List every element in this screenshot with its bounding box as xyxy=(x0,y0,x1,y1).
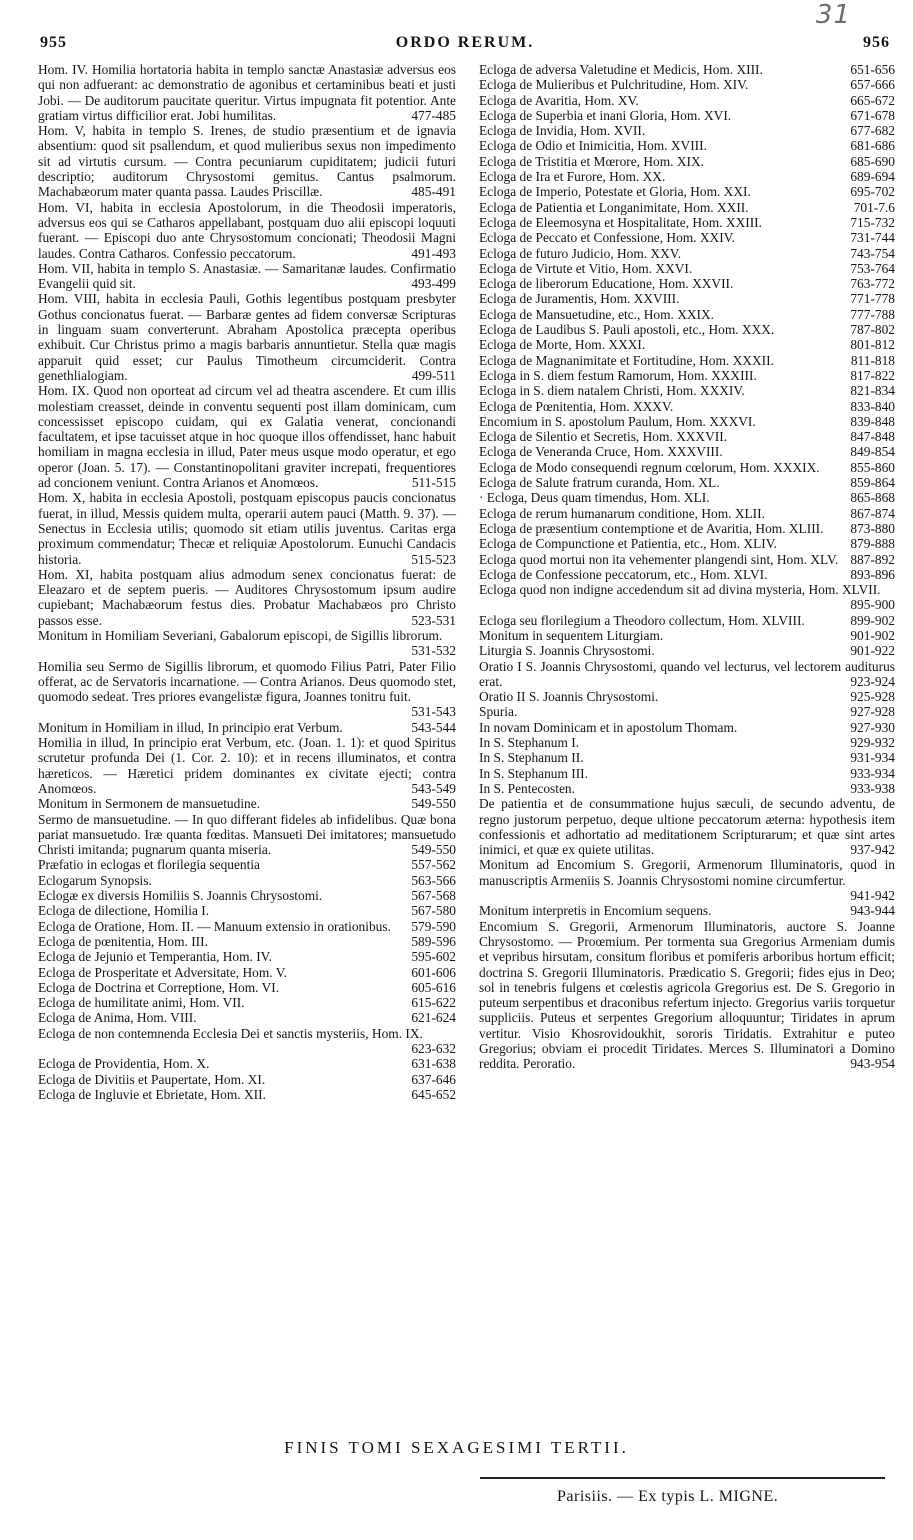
entry-pages: 563-566 xyxy=(411,872,456,888)
entry-pages: 689-694 xyxy=(850,169,895,185)
index-entry xyxy=(479,475,895,490)
entry-text: Sermo de mansuetudine. — In quo differant fideles ab infidelibus. Quæ bona pariat mansuetudo. Iræ quanta fœditas. Mansueti Dei imitatores; mansuetudo Christi imitanda; pugnarum quanta miseria. xyxy=(38,811,456,858)
index-entry xyxy=(479,322,895,337)
index-entry xyxy=(38,720,456,735)
entry-text: Ecloga de Mulieribus et Pulchritudine, Hom. XIV. xyxy=(479,77,749,93)
entry-pages: 549-550 xyxy=(411,842,456,858)
entry-pages: 923-924 xyxy=(850,673,895,689)
entry-pages: 511-515 xyxy=(411,475,456,491)
entry-text: Ecloga de Virtute et Vitio, Hom. XXVI. xyxy=(479,260,693,276)
entry-text: Oratio I S. Joannis Chrysostomi, quando vel lecturus, vel lectorem auditurus erat. xyxy=(479,658,895,689)
entry-text: Ecloga de Oratione, Hom. II. — Manuum extensio in orationibus. xyxy=(38,918,391,934)
entry-pages: 615-622 xyxy=(411,995,456,1011)
index-entry xyxy=(479,919,895,1072)
entry-pages: 621-624 xyxy=(411,1010,456,1026)
index-entry xyxy=(479,138,895,153)
entry-text: Ecloga de humilitate animi, Hom. VII. xyxy=(38,995,245,1011)
entry-text: Ecloga de pœnitentia, Hom. III. xyxy=(38,933,208,949)
index-entry xyxy=(479,857,895,903)
entry-pages: 855-860 xyxy=(850,459,895,475)
entry-text: Hom. IV. Homilia hortatoria habita in templo sanctæ Anastasiæ adversus eos qui non adfuerant: ac demonstratio de agonibus et certaminibus beati et justi Jobi. — De auditorum paucitate queritur. Virtus impugnata fit potentior. Ante gratiam virtus difficilior erat. Jobi humilitas. xyxy=(38,62,456,123)
entry-pages: 901-902 xyxy=(850,627,895,643)
entry-pages: 873-880 xyxy=(850,520,895,536)
entry-pages: 657-666 xyxy=(850,77,895,93)
index-entry xyxy=(479,77,895,92)
entry-text: Ecloga de præsentium contemptione et de Avaritia, Hom. XLIII. xyxy=(479,520,824,536)
index-entry xyxy=(38,261,456,292)
index-entry xyxy=(38,1010,456,1025)
right-column xyxy=(479,62,895,1072)
index-entry xyxy=(479,307,895,322)
index-entry xyxy=(479,368,895,383)
index-entry xyxy=(38,735,456,796)
index-entry xyxy=(479,567,895,582)
entry-pages: 543-549 xyxy=(411,780,456,796)
index-entry xyxy=(38,383,456,490)
entry-text: Ecloga de Anima, Hom. VIII. xyxy=(38,1010,197,1026)
index-entry xyxy=(479,154,895,169)
entry-text: Ecloga de Morte, Hom. XXXI. xyxy=(479,337,646,353)
entry-pages: 879-888 xyxy=(850,536,895,552)
entry-text: Ecloga de Avaritia, Hom. XV. xyxy=(479,92,639,108)
entry-pages: 777-788 xyxy=(850,306,895,322)
entry-text: Ecloga in S. diem festum Ramorum, Hom. XXXIII. xyxy=(479,367,757,383)
entry-text: Ecloga de rerum humanarum conditione, Hom. XLII. xyxy=(479,505,765,521)
entry-pages: 847-848 xyxy=(850,429,895,445)
finis-line: FINIS TOMI SEXAGESIMI TERTII. xyxy=(284,1438,629,1457)
entry-pages: 589-596 xyxy=(411,933,456,949)
entry-text: Ecloga de Juramentis, Hom. XXVIII. xyxy=(479,291,680,307)
entry-pages: 895-900 xyxy=(850,597,895,613)
entry-pages: 681-686 xyxy=(850,138,895,154)
entry-pages: 631-638 xyxy=(411,1056,456,1072)
index-entry xyxy=(38,796,456,811)
entry-pages: 477-485 xyxy=(411,107,456,123)
entry-text: Præfatio in eclogas et florilegia sequentia xyxy=(38,857,260,873)
entry-pages: 677-682 xyxy=(850,123,895,139)
entry-text: In S. Stephanum I. xyxy=(479,735,580,751)
entry-text: Monitum in Sermonem de mansuetudine. xyxy=(38,796,261,812)
entry-pages: 817-822 xyxy=(850,367,895,383)
entry-pages: 637-646 xyxy=(411,1071,456,1087)
index-entry xyxy=(38,873,456,888)
index-entry xyxy=(479,123,895,138)
entry-text: Hom. X, habita in ecclesia Apostoli, postquam episcopus paucis concionatus fuerat, in illud, Messis quidem multa, operarii autem pauci (Matth. 9. 37). — Senectus in Ecclesia utilis; quomodo sit etiam utilis juventus. Caritas erga proximum commendatur; Thecæ et reliquiæ Apostolorum. Eunuchi Candacis historia. xyxy=(38,490,456,567)
entry-pages: 743-754 xyxy=(850,245,895,261)
entry-text: Monitum interpretis in Encomium sequens. xyxy=(479,903,712,919)
entry-text: Ecloga de Peccato et Confessione, Hom. XXIV. xyxy=(479,230,735,246)
index-entry xyxy=(479,414,895,429)
index-entry xyxy=(479,582,895,613)
entry-pages: 645-652 xyxy=(411,1086,456,1102)
index-entry xyxy=(38,490,456,566)
index-entry xyxy=(38,628,456,659)
index-entry xyxy=(479,184,895,199)
entry-text: Encomium S. Gregorii, Armenorum Illuminatoris, auctore S. Joanne Chrysostomo. — Proœmium. Per tormenta sua Gregorius Armeniam dumis et vepribus hirsutam, consitum floribus et pomiferis arboribus hortum efficit; doctrina S. Gregorii Illuminatoris. Prædicatio S. Gregorii; fides ejus in Deo; sol in tenebris fulgens et cœlestis agricola Gregorius est. De S. Gregorio in puteum serpentibus et draconibus refertum injecto. Gregorius variis torquetur suppliciis. Puteus et serpentes Gregorium alloquuntur; Tiridates in aprum vertitur. Visio Khosrovidoukhit, sororis Tiridatis. Extrahitur e puteo Gregorius; obviam ei procedit Tiridates. Merces S. Illuminatori a Domino reddita. Peroratio. xyxy=(479,918,895,1072)
entry-text: Ecloga de non contemnenda Ecclesia Dei et sanctis mysteriis, Hom. IX. xyxy=(38,1025,423,1041)
entry-text: Oratio II S. Joannis Chrysostomi. xyxy=(479,689,659,705)
entry-pages: 763-772 xyxy=(850,276,895,292)
entry-text: Ecloga de Modo consequendi regnum cœlorum, Hom. XXXIX. xyxy=(479,459,820,475)
entry-pages: 943-954 xyxy=(850,1056,895,1072)
entry-pages: 865-868 xyxy=(850,490,895,506)
entry-pages: 485-491 xyxy=(411,184,456,200)
index-entry xyxy=(479,337,895,352)
index-entry xyxy=(479,552,895,567)
index-entry xyxy=(38,291,456,383)
entry-text: Ecloga de Divitiis et Paupertate, Hom. XI. xyxy=(38,1071,266,1087)
entry-pages: 937-942 xyxy=(850,842,895,858)
index-entry xyxy=(479,781,895,796)
entry-text: Ecloga de Tristitia et Mœrore, Hom. XIX. xyxy=(479,153,705,169)
entry-pages: 753-764 xyxy=(850,260,895,276)
index-entry xyxy=(38,1056,456,1071)
index-entry xyxy=(479,261,895,276)
entry-text: Monitum in Homiliam Severiani, Gabalorum episcopi, de Sigillis librorum. xyxy=(38,627,443,643)
index-entry xyxy=(479,536,895,551)
entry-text: Ecloga de liberorum Educatione, Hom. XXVII. xyxy=(479,276,734,292)
entry-pages: 849-854 xyxy=(850,444,895,460)
entry-text: De patientia et de consummatione hujus sæculi, de secundo adventu, de regno justorum perpetuo, deque ultione peccatorum æterna: hypothesis item confessionis et adhortatio ad meditationem Scripturarum; et quæ sint artes inimici, et quæ ex quiete utilitas. xyxy=(479,796,895,858)
index-entry xyxy=(479,750,895,765)
entry-pages: 933-938 xyxy=(850,780,895,796)
entry-text: Ecloga de Invidia, Hom. XVII. xyxy=(479,123,646,139)
entry-text: Ecloga de Ingluvie et Ebrietate, Hom. XII. xyxy=(38,1086,266,1102)
entry-pages: 927-930 xyxy=(850,719,895,735)
index-entry xyxy=(479,460,895,475)
entry-pages: 859-864 xyxy=(850,475,895,491)
entry-text: Ecloga de futuro Judicio, Hom. XXV. xyxy=(479,245,682,261)
entry-pages: 801-812 xyxy=(850,337,895,353)
index-entry xyxy=(38,888,456,903)
index-entry xyxy=(479,246,895,261)
entry-pages: 595-602 xyxy=(411,949,456,965)
entry-text: Hom. XI, habita postquam alius admodum senex concionatus fuerat: de Eleazaro et de septem pueris. — Auditores Chrysostomum ipsum audire cupiebant; Machabæorum festus dies. Probatur Machabæos pro Christo passos esse. xyxy=(38,566,456,628)
entry-text: Hom. VIII, habita in ecclesia Pauli, Gothis legentibus postquam presbyter Gothus concionatus fuerat. — Barbaræ gentes ad fidem conversæ Scripturas in linguam suam converterunt. Abraham Apostolica præcepta operibus exhibuit. Cur Christus primo a magis barbaris annuntietur. Stella quæ magis apparuit quid esset; cur Paulus Timotheum circumciderit. Contra genethlialogiam. xyxy=(38,291,456,383)
entry-text: Ecloga de Jejunio et Temperantia, Hom. IV. xyxy=(38,949,272,965)
index-entry xyxy=(479,903,895,918)
entry-pages: 941-942 xyxy=(850,888,895,904)
index-entry xyxy=(479,689,895,704)
entry-pages: 887-892 xyxy=(850,551,895,567)
entry-pages: 605-616 xyxy=(411,979,456,995)
entry-pages: 867-874 xyxy=(850,505,895,521)
running-title: ORDO RERUM. xyxy=(395,34,535,51)
index-entry xyxy=(479,613,895,628)
right-page-number: 956 xyxy=(863,34,890,51)
entry-pages: 579-590 xyxy=(411,918,456,934)
entry-pages: 839-848 xyxy=(850,413,895,429)
entry-pages: 943-944 xyxy=(850,903,895,919)
index-entry xyxy=(38,949,456,964)
printer-imprint: Parisiis. — Ex typis L. MIGNE. xyxy=(557,1488,779,1505)
index-entry xyxy=(479,704,895,719)
entry-pages: 531-532 xyxy=(411,643,456,659)
entry-pages: 811-818 xyxy=(850,352,895,368)
entry-text: Ecloga seu florilegium a Theodoro collectum, Hom. XLVIII. xyxy=(479,612,805,628)
entry-text: Ecloga de Silentio et Secretis, Hom. XXXVII. xyxy=(479,429,728,445)
index-entry xyxy=(38,934,456,949)
entry-text: Ecloga de Prosperitate et Adversitate, Hom. V. xyxy=(38,964,288,980)
entry-text: Ecloga quod non indigne accedendum sit ad divina mysteria, Hom. XLVII. xyxy=(479,582,881,598)
index-entry xyxy=(38,659,456,720)
entry-text: In novam Dominicam et in apostolum Thomam. xyxy=(479,719,738,735)
entry-text: Hom. VI, habita in ecclesia Apostolorum, in die Theodosii imperatoris, adversus eos qui se Catharos appellabant, postquam duo alii episcopi loquuti fuerant. — Episcopi duo ante Chrysostomum concionati; Theodosii Magni laudes. Contra Catharos. Confessio peccatorum. xyxy=(38,199,456,261)
entry-pages: 567-568 xyxy=(411,888,456,904)
entry-pages: 493-499 xyxy=(411,276,456,292)
entry-pages: 901-922 xyxy=(850,643,895,659)
index-entry xyxy=(38,62,456,123)
index-entry xyxy=(479,383,895,398)
index-entry xyxy=(479,200,895,215)
entry-text: Monitum in sequentem Liturgiam. xyxy=(479,627,664,643)
entry-pages: 925-928 xyxy=(850,689,895,705)
entry-text: · Ecloga, Deus quam timendus, Hom. XLI. xyxy=(479,490,710,506)
index-entry xyxy=(479,444,895,459)
entry-pages: 933-934 xyxy=(850,765,895,781)
index-entry xyxy=(38,200,456,261)
index-entry xyxy=(479,108,895,123)
entry-text: Ecloga de Confessione peccatorum, etc., Hom. XLVI. xyxy=(479,566,768,582)
entry-text: Ecloga de Patientia et Longanimitate, Hom. XXII. xyxy=(479,199,749,215)
index-entry xyxy=(479,766,895,781)
index-entry xyxy=(479,169,895,184)
entry-pages: 771-778 xyxy=(850,291,895,307)
entry-pages: 701-7.6 xyxy=(853,199,895,215)
index-entry xyxy=(479,353,895,368)
index-entry xyxy=(38,903,456,918)
entry-text: In S. Stephanum III. xyxy=(479,765,588,781)
entry-pages: 515-523 xyxy=(411,551,456,567)
entry-pages: 731-744 xyxy=(850,230,895,246)
index-entry xyxy=(479,735,895,750)
index-entry xyxy=(38,857,456,872)
entry-text: Ecloga de Mansuetudine, etc., Hom. XXIX. xyxy=(479,306,715,322)
entry-pages: 543-544 xyxy=(411,719,456,735)
entry-text: Ecloga in S. diem natalem Christi, Hom. XXXIV. xyxy=(479,383,745,399)
entry-pages: 491-493 xyxy=(411,245,456,261)
entry-pages: 833-840 xyxy=(850,398,895,414)
index-entry xyxy=(479,521,895,536)
entry-text: Monitum in Homiliam in illud, In principio erat Verbum. xyxy=(38,719,343,735)
entry-text: Ecloga de Compunctione et Patientia, etc., Hom. XLIV. xyxy=(479,536,777,552)
entry-pages: 715-732 xyxy=(850,214,895,230)
entry-pages: 695-702 xyxy=(850,184,895,200)
entry-pages: 685-690 xyxy=(850,153,895,169)
entry-text: Ecloga de Pœnitentia, Hom. XXXV. xyxy=(479,398,674,414)
entry-pages: 623-632 xyxy=(411,1041,456,1056)
entry-text: Ecloga de Eleemosyna et Hospitalitate, Hom. XXIII. xyxy=(479,214,762,230)
entry-pages: 499-511 xyxy=(411,367,456,383)
index-entry xyxy=(479,720,895,735)
entry-text: Ecloga de Magnanimitate et Fortitudine, Hom. XXXII. xyxy=(479,352,774,368)
entry-text: Eclogæ ex diversis Homiliis S. Joannis Chrysostomi. xyxy=(38,888,323,904)
index-entry xyxy=(38,919,456,934)
index-entry xyxy=(479,659,895,690)
index-entry xyxy=(38,1072,456,1087)
entry-text: Ecloga de Providentia, Hom. X. xyxy=(38,1056,210,1072)
entry-text: Hom. VII, habita in templo S. Anastasiæ. — Samaritanæ laudes. Confirmatio Evangelii quid sit. xyxy=(38,260,456,292)
entry-text: Ecloga de dilectione, Homilia I. xyxy=(38,903,210,919)
entry-pages: 893-896 xyxy=(850,566,895,582)
entry-pages: 567-580 xyxy=(411,903,456,919)
entry-pages: 557-562 xyxy=(411,857,456,873)
left-page-number: 955 xyxy=(40,34,67,51)
entry-text: Hom. IX. Quod non oporteat ad circum vel ad theatra ascendere. Et cum illis molestiam creasset, deinde in conventu sequenti post illam dominicam, cum concessisset episcopo cuidam, qui ex Galatia venerat, concionandi facultatem, et ipse tacuisset atque in hoc quoque illos offendisset, hanc habuit homiliam in magna ecclesia in illud, Pater meus usque modo operatur, et ego operor (Joan. 5. 17). — Constantinopolitani graviter increpati, frequentiores ad concionem veniunt. Contra Arianos et Anomœos. xyxy=(38,383,456,491)
index-entry xyxy=(38,1087,456,1102)
index-entry xyxy=(38,995,456,1010)
entry-pages: 531-543 xyxy=(411,704,456,720)
index-entry xyxy=(479,490,895,505)
entry-text: Ecloga de Laudibus S. Pauli apostoli, etc., Hom. XXX. xyxy=(479,322,775,338)
footer-rule xyxy=(480,1477,885,1479)
index-entry xyxy=(479,230,895,245)
index-entry xyxy=(479,429,895,444)
entry-text: Hom. V, habita in templo S. Irenes, de studio præsentium et de ignavia absentium: quod sit psallendum, et quod mulieribus sexus non impedimento sit ad virtutis cursum. — Contra pecuniarum cupiditatem; judicii futuri descriptio; auditorum Chrysostomi gemitus. Cantus psalmorum. Machabæorum mater quanta passa. Laudes Priscillæ. xyxy=(38,123,456,200)
index-entry xyxy=(38,567,456,628)
entry-text: Spuria. xyxy=(479,704,518,720)
entry-pages: 787-802 xyxy=(850,322,895,338)
entry-text: Liturgia S. Joannis Chrysostomi. xyxy=(479,643,655,659)
index-entry xyxy=(479,628,895,643)
entry-text: Homilia in illud, In principio erat Verbum, etc. (Joan. 1. 1): et quod Spiritus scrutetur profunda Dei (1. Cor. 2. 10): et in recens illuminatos, et contra hæreticos. — Hæretici pridem dominantes ex civitate ejecti; contra Anomœos. xyxy=(38,735,456,796)
running-head xyxy=(40,34,890,56)
left-column xyxy=(38,62,456,1102)
entry-text: Monitum ad Encomium S. Gregorii, Armenorum Illuminatoris, quod in manuscriptis Armeniis S. Joannis Chrysostomi nomine circumfertur. xyxy=(479,857,895,888)
entry-pages: 929-932 xyxy=(850,735,895,751)
entry-text: Ecloga de Superbia et inani Gloria, Hom. XVI. xyxy=(479,107,732,123)
index-entry xyxy=(479,62,895,77)
entry-pages: 821-834 xyxy=(850,383,895,399)
entry-text: Ecloga de Odio et Inimicitia, Hom. XVIII. xyxy=(479,138,707,154)
entry-text: Ecloga de adversa Valetudine et Medicis, Hom. XIII. xyxy=(479,62,763,77)
index-entry xyxy=(38,123,456,199)
index-entry xyxy=(479,291,895,306)
entry-pages: 927-928 xyxy=(850,704,895,720)
entry-pages: 651-656 xyxy=(850,62,895,77)
entry-pages: 549-550 xyxy=(411,796,456,812)
index-entry xyxy=(479,643,895,658)
index-entry xyxy=(479,93,895,108)
entry-pages: 665-672 xyxy=(850,92,895,108)
index-entry xyxy=(479,276,895,291)
index-entry xyxy=(38,812,456,858)
entry-pages: 899-902 xyxy=(850,612,895,628)
index-entry xyxy=(38,965,456,980)
entry-text: In S. Pentecosten. xyxy=(479,780,575,796)
entry-text: Ecloga de Ira et Furore, Hom. XX. xyxy=(479,169,666,185)
entry-text: Ecloga de Imperio, Potestate et Gloria, Hom. XXI. xyxy=(479,184,751,200)
index-entry xyxy=(38,1026,456,1057)
entry-pages: 671-678 xyxy=(850,107,895,123)
entry-text: Eclogarum Synopsis. xyxy=(38,872,152,888)
entry-text: Homilia seu Sermo de Sigillis librorum, et quomodo Filius Patri, Pater Filio offerat, ac de Servatoris incarnatione. — Contra Arianos. Deus quomodo stet, quomodo sedeat. Tres priores evangelistæ figura, Joannes tonitru fuit. xyxy=(38,658,456,705)
index-entry xyxy=(38,980,456,995)
entry-text: In S. Stephanum II. xyxy=(479,750,584,766)
index-entry xyxy=(479,506,895,521)
index-entry xyxy=(479,399,895,414)
index-entry xyxy=(479,215,895,230)
entry-text: Encomium in S. apostolum Paulum, Hom. XXXVI. xyxy=(479,413,756,429)
entry-pages: 523-531 xyxy=(411,612,456,628)
entry-text: Ecloga quod mortui non ita vehementer plangendi sint, Hom. XLV. xyxy=(479,551,839,567)
handwritten-page-mark: 31 xyxy=(815,0,851,30)
entry-text: Ecloga de Doctrina et Correptione, Hom. VI. xyxy=(38,979,280,995)
index-entry xyxy=(479,796,895,857)
entry-pages: 601-606 xyxy=(411,964,456,980)
entry-text: Ecloga de Veneranda Cruce, Hom. XXXVIII. xyxy=(479,444,723,460)
entry-text: Ecloga de Salute fratrum curanda, Hom. XL. xyxy=(479,475,720,491)
entry-pages: 931-934 xyxy=(850,750,895,766)
